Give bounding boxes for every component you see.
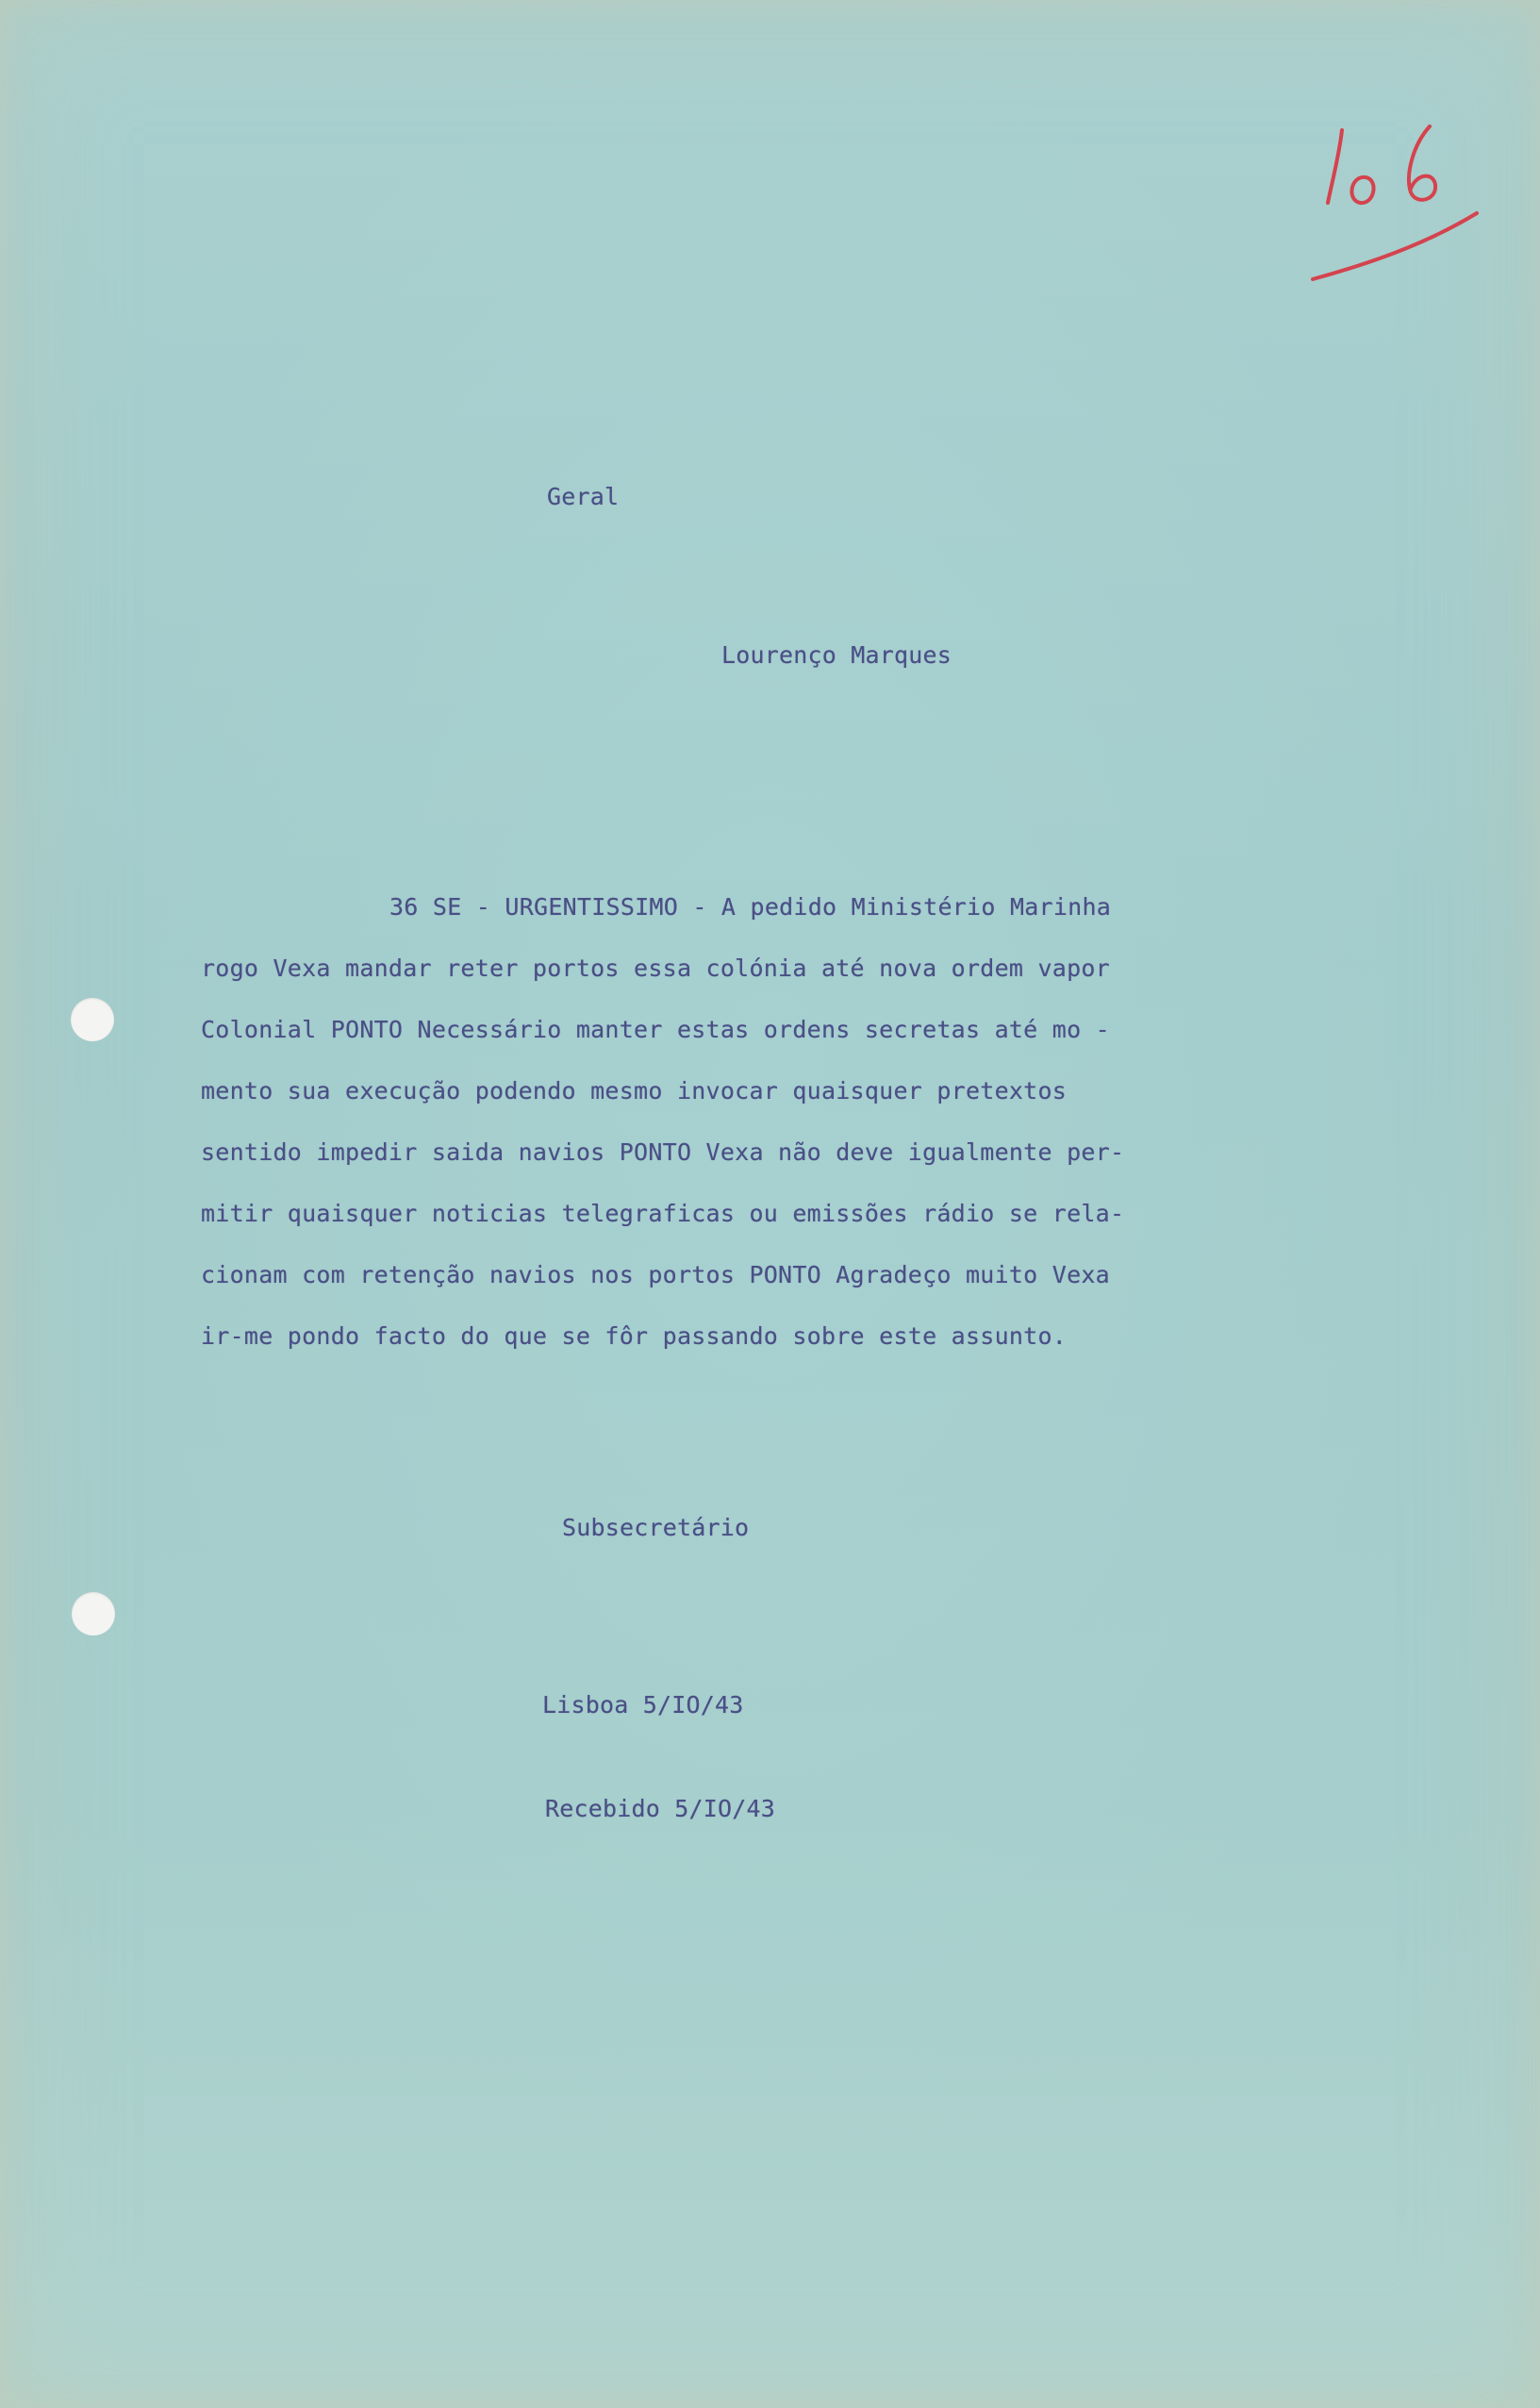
body-line: cionam com retenção navios nos portos PONTO Agradeço muito Vexa: [201, 1261, 1110, 1288]
punch-hole: [71, 998, 114, 1041]
punch-hole: [72, 1592, 115, 1636]
folio-number-handwritten: [1311, 113, 1499, 292]
body-line: rogo Vexa mandar reter portos essa colónia até nova ordem vapor: [201, 955, 1110, 982]
received-date: Recebido 5/IO/43: [545, 1795, 776, 1822]
body-line: 36 SE - URGENTISSIMO - A pedido Ministério Marinha: [389, 893, 1112, 921]
signature-title: Subsecretário: [562, 1514, 750, 1541]
body-line: Colonial PONTO Necessário manter estas ordens secretas até mo -: [201, 1016, 1110, 1043]
heading-geral: Geral: [547, 483, 620, 510]
body-line: ir-me pondo facto do que se fôr passando sobre este assunto.: [201, 1322, 1068, 1350]
body-line: mitir quaisquer noticias telegraficas ou emissões rádio se rela-: [201, 1200, 1125, 1227]
destination-heading: Lourenço Marques: [721, 641, 952, 669]
body-line: mento sua execução podendo mesmo invocar quaisquer pretextos: [201, 1077, 1068, 1104]
telegram-body: [201, 889, 1219, 1380]
body-line: sentido impedir saida navios PONTO Vexa não deve igualmente per-: [201, 1138, 1125, 1166]
sent-date: Lisboa 5/IO/43: [542, 1691, 744, 1719]
